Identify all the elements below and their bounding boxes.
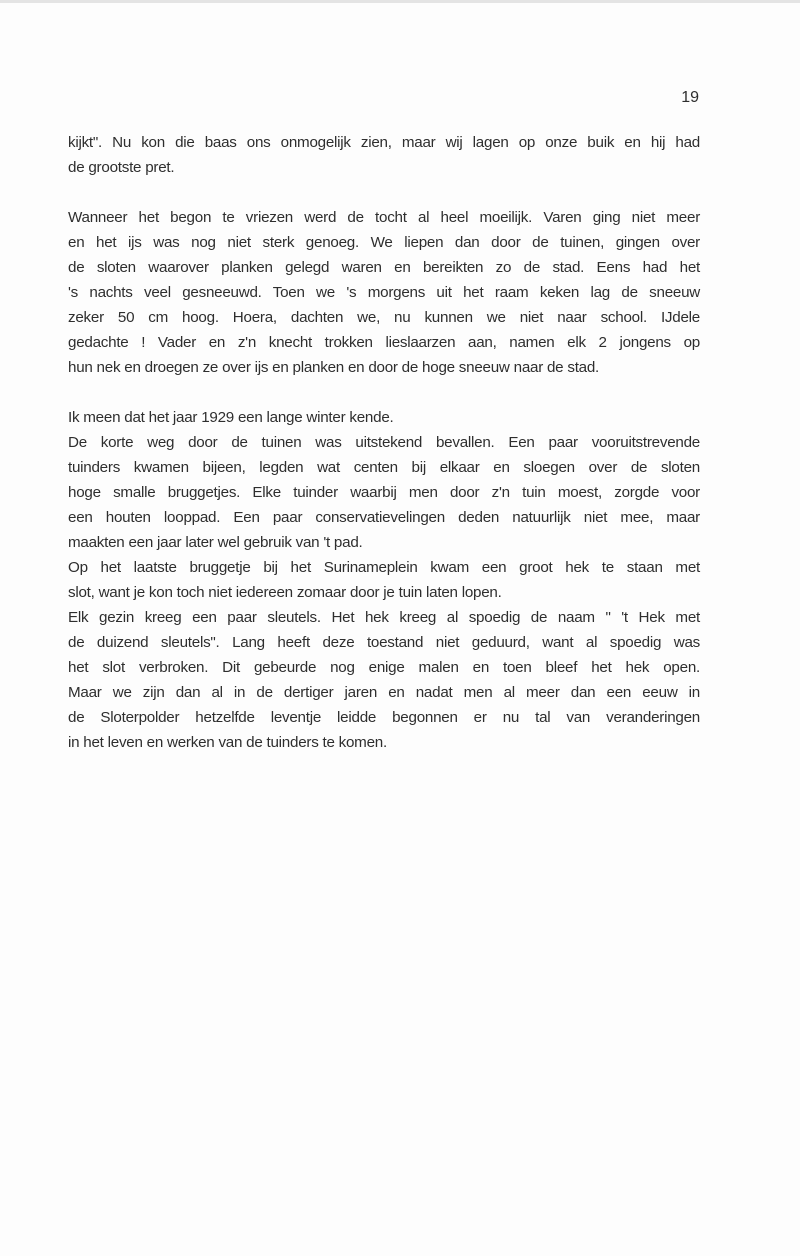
text-line: De korte weg door de tuinen was uitstekend bevallen. Een paar vooruitstrevende [68,434,700,451]
text-section [68,205,700,380]
text-line: de grootste pret. [68,159,175,176]
text-line: de Sloterpolder hetzelfde leventje leidde begonnen er nu tal van veranderingen [68,709,700,726]
text-line: kijkt". Nu kon die baas ons onmogelijk zien, maar wij lagen op onze buik en hij had [68,134,700,151]
text-line: Wanneer het begon te vriezen werd de tocht al heel moeilijk. Varen ging niet meer [68,209,700,226]
text-line: tuinders kwamen bijeen, legden wat centen bij elkaar en sloegen over de sloten [68,459,700,476]
text-section [68,130,700,180]
text-line: Elk gezin kreeg een paar sleutels. Het hek kreeg al spoedig de naam " 't Hek met [68,609,700,626]
paragraph [68,555,700,605]
text-line: gedachte ! Vader en z'n knecht trokken lieslaarzen aan, namen elk 2 jongens op [68,334,700,351]
paragraph [68,205,700,380]
paragraph [68,405,700,430]
text-line: het slot verbroken. Dit gebeurde nog enige malen en toen bleef het hek open. [68,659,700,676]
text-line: de sloten waarover planken gelegd waren en bereikten zo de stad. Eens had het [68,259,700,276]
page-number: 19 [681,89,699,106]
text-line: de duizend sleutels". Lang heeft deze toestand niet geduurd, want al spoedig was [68,634,700,651]
paragraph [68,130,700,180]
text-line: Op het laatste bruggetje bij het Surinameplein kwam een groot hek te staan met [68,559,700,576]
text-line: hun nek en droegen ze over ijs en planken en door de hoge sneeuw naar de stad. [68,359,600,376]
paragraph [68,605,700,755]
text-line: hoge smalle bruggetjes. Elke tuinder waarbij men door z'n tuin moest, zorgde voor [68,484,700,501]
text-line: Ik meen dat het jaar 1929 een lange winter kende. [68,409,394,426]
text-line: een houten looppad. Een paar conservatievelingen deden natuurlijk niet mee, maar [68,509,700,526]
text-line: maakten een jaar later wel gebruik van 't pad. [68,534,363,551]
text-line: 's nachts veel gesneeuwd. Toen we 's morgens uit het raam keken lag de sneeuw [68,284,700,301]
paragraph [68,430,700,555]
page-body [68,130,700,755]
text-line: Maar we zijn dan al in de dertiger jaren en nadat men al meer dan een eeuw in [68,684,700,701]
text-line: zeker 50 cm hoog. Hoera, dachten we, nu kunnen we niet naar school. IJdele [68,309,700,326]
text-line: in het leven en werken van de tuinders te komen. [68,734,387,751]
page-edge [0,0,800,3]
text-section [68,405,700,755]
text-line: slot, want je kon toch niet iedereen zomaar door je tuin laten lopen. [68,584,502,601]
text-line: en het ijs was nog niet sterk genoeg. We liepen dan door de tuinen, gingen over [68,234,700,251]
